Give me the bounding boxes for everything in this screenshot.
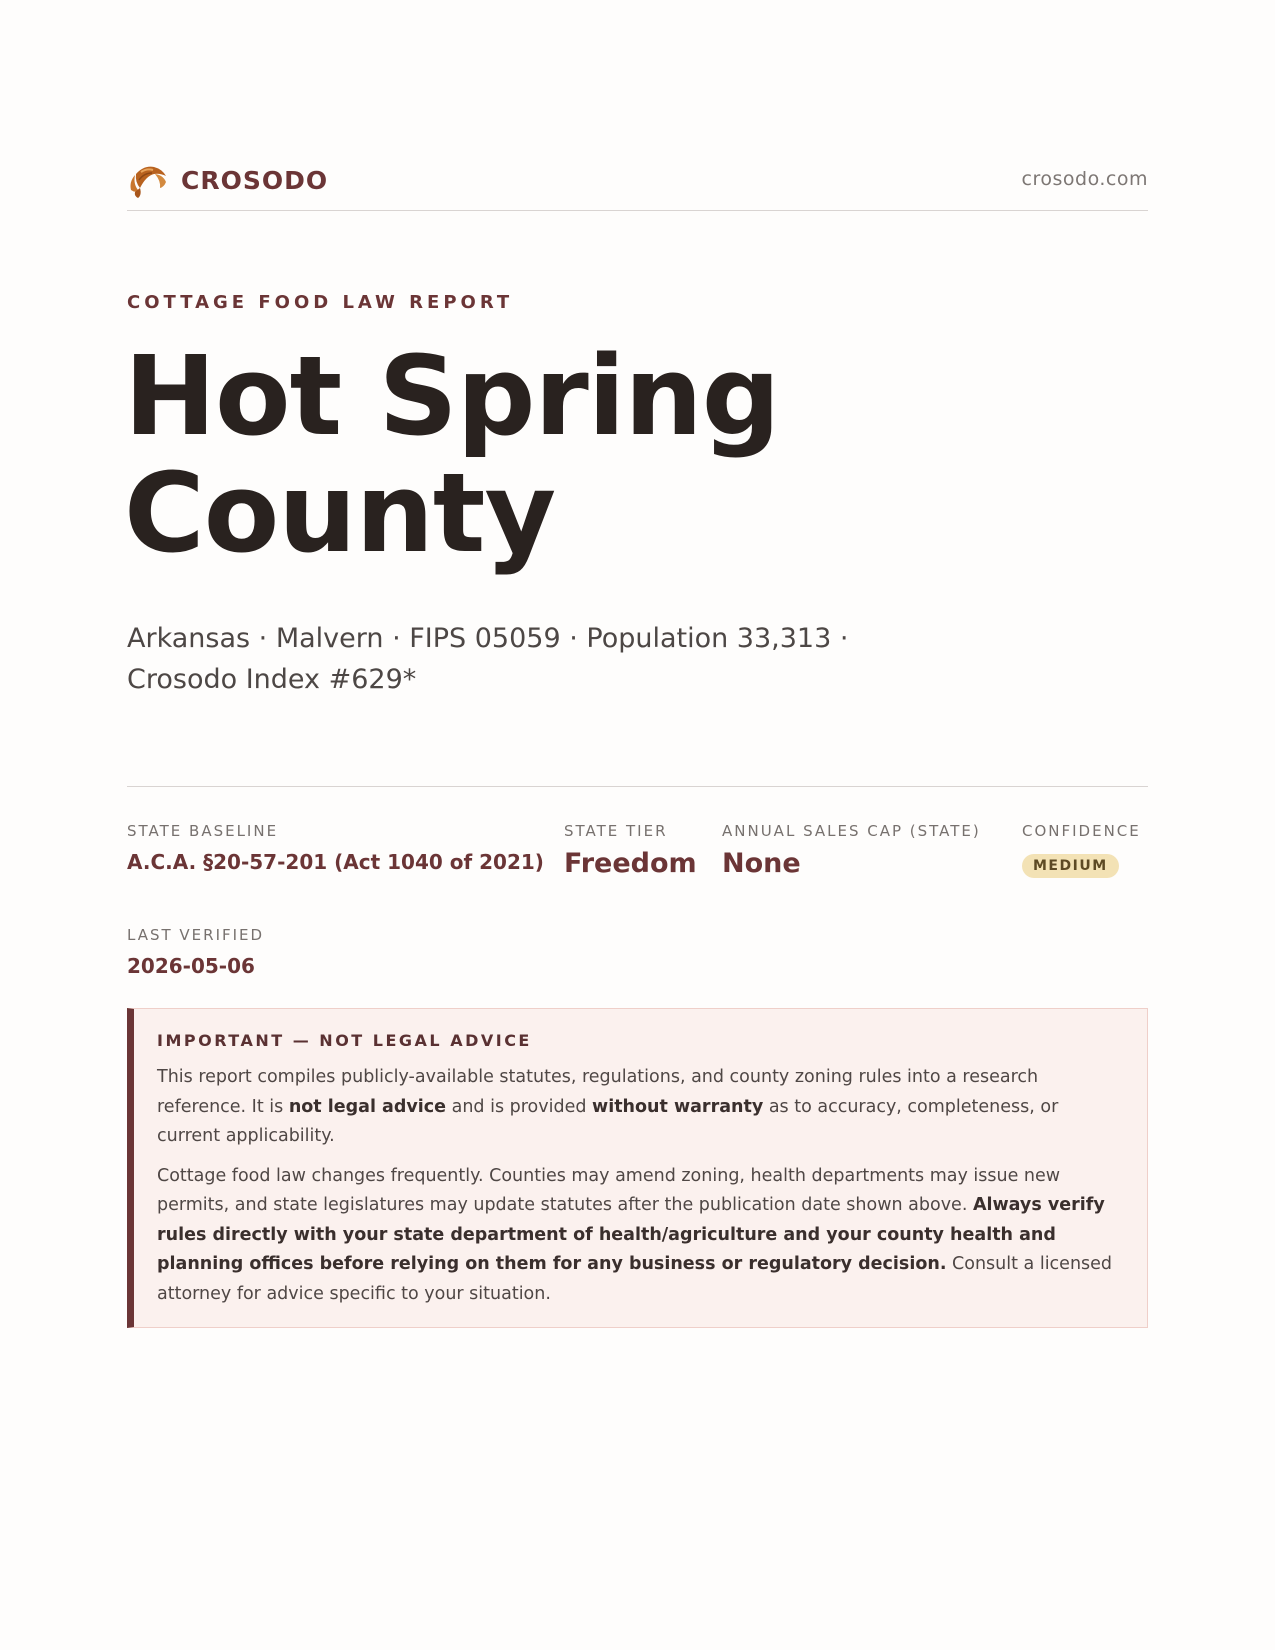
fact-label: STATE BASELINE	[127, 822, 279, 840]
notice-text: Cottage food law changes frequently. Counties may amend zoning, health departments may issue new permits, and state legislatures may update statutes after the publication date shown above.	[157, 1165, 1061, 1215]
brand[interactable]	[127, 160, 328, 200]
fact-value: None	[722, 848, 801, 879]
notice-text: Consult a licensed attorney for advice specific to your situation.	[157, 1254, 1113, 1304]
notice-text: and is provided	[446, 1096, 593, 1117]
notice-text: This report compiles publicly-available statutes, regulations, and county zoning rules into a research reference. It is	[157, 1067, 1039, 1117]
fact-state-tier	[564, 822, 697, 879]
notice-paragraph	[157, 1162, 1123, 1310]
report-eyebrow: COTTAGE FOOD LAW REPORT	[127, 292, 514, 313]
fact-value: A.C.A. §20-57-201 (Act 1040 of 2021)	[127, 850, 544, 874]
fact-value: 2026-05-06	[127, 954, 255, 978]
fact-value: Freedom	[564, 848, 697, 879]
notice-paragraph	[157, 1063, 1123, 1152]
county-subtitle: Arkansas · Malvern · FIPS 05059 · Population 33,313 · Crosodo Index #629*	[127, 623, 849, 695]
fact-confidence	[1022, 822, 1141, 878]
notice-title: IMPORTANT — NOT LEGAL ADVICE	[157, 1031, 532, 1050]
notice-text: as to accuracy, completeness, or current applicability.	[157, 1096, 1059, 1146]
notice-emphasis: not legal advice	[288, 1096, 447, 1117]
croissant-icon	[127, 160, 169, 200]
confidence-badge: MEDIUM	[1022, 854, 1119, 878]
brand-name: CROSODO	[181, 165, 329, 195]
notice-emphasis: without warranty	[592, 1096, 764, 1117]
masthead	[127, 158, 1148, 211]
site-url-link[interactable]: crosodo.com	[1021, 168, 1148, 190]
fact-label: LAST VERIFIED	[127, 926, 265, 944]
page-title: Hot Spring County	[124, 332, 780, 577]
fact-label: STATE TIER	[564, 822, 668, 840]
fact-label: CONFIDENCE	[1022, 822, 1141, 840]
fact-state-baseline	[127, 822, 544, 874]
legal-notice	[127, 1008, 1148, 1328]
notice-emphasis: Always verify rules directly with your state department of health/agriculture and your county health and planning offices before relying on them for any business or regulatory decision.	[157, 1195, 1105, 1274]
section-divider	[127, 786, 1148, 787]
fact-label: ANNUAL SALES CAP (STATE)	[722, 822, 981, 840]
fact-last-verified	[127, 926, 264, 978]
fact-sales-cap	[722, 822, 981, 879]
